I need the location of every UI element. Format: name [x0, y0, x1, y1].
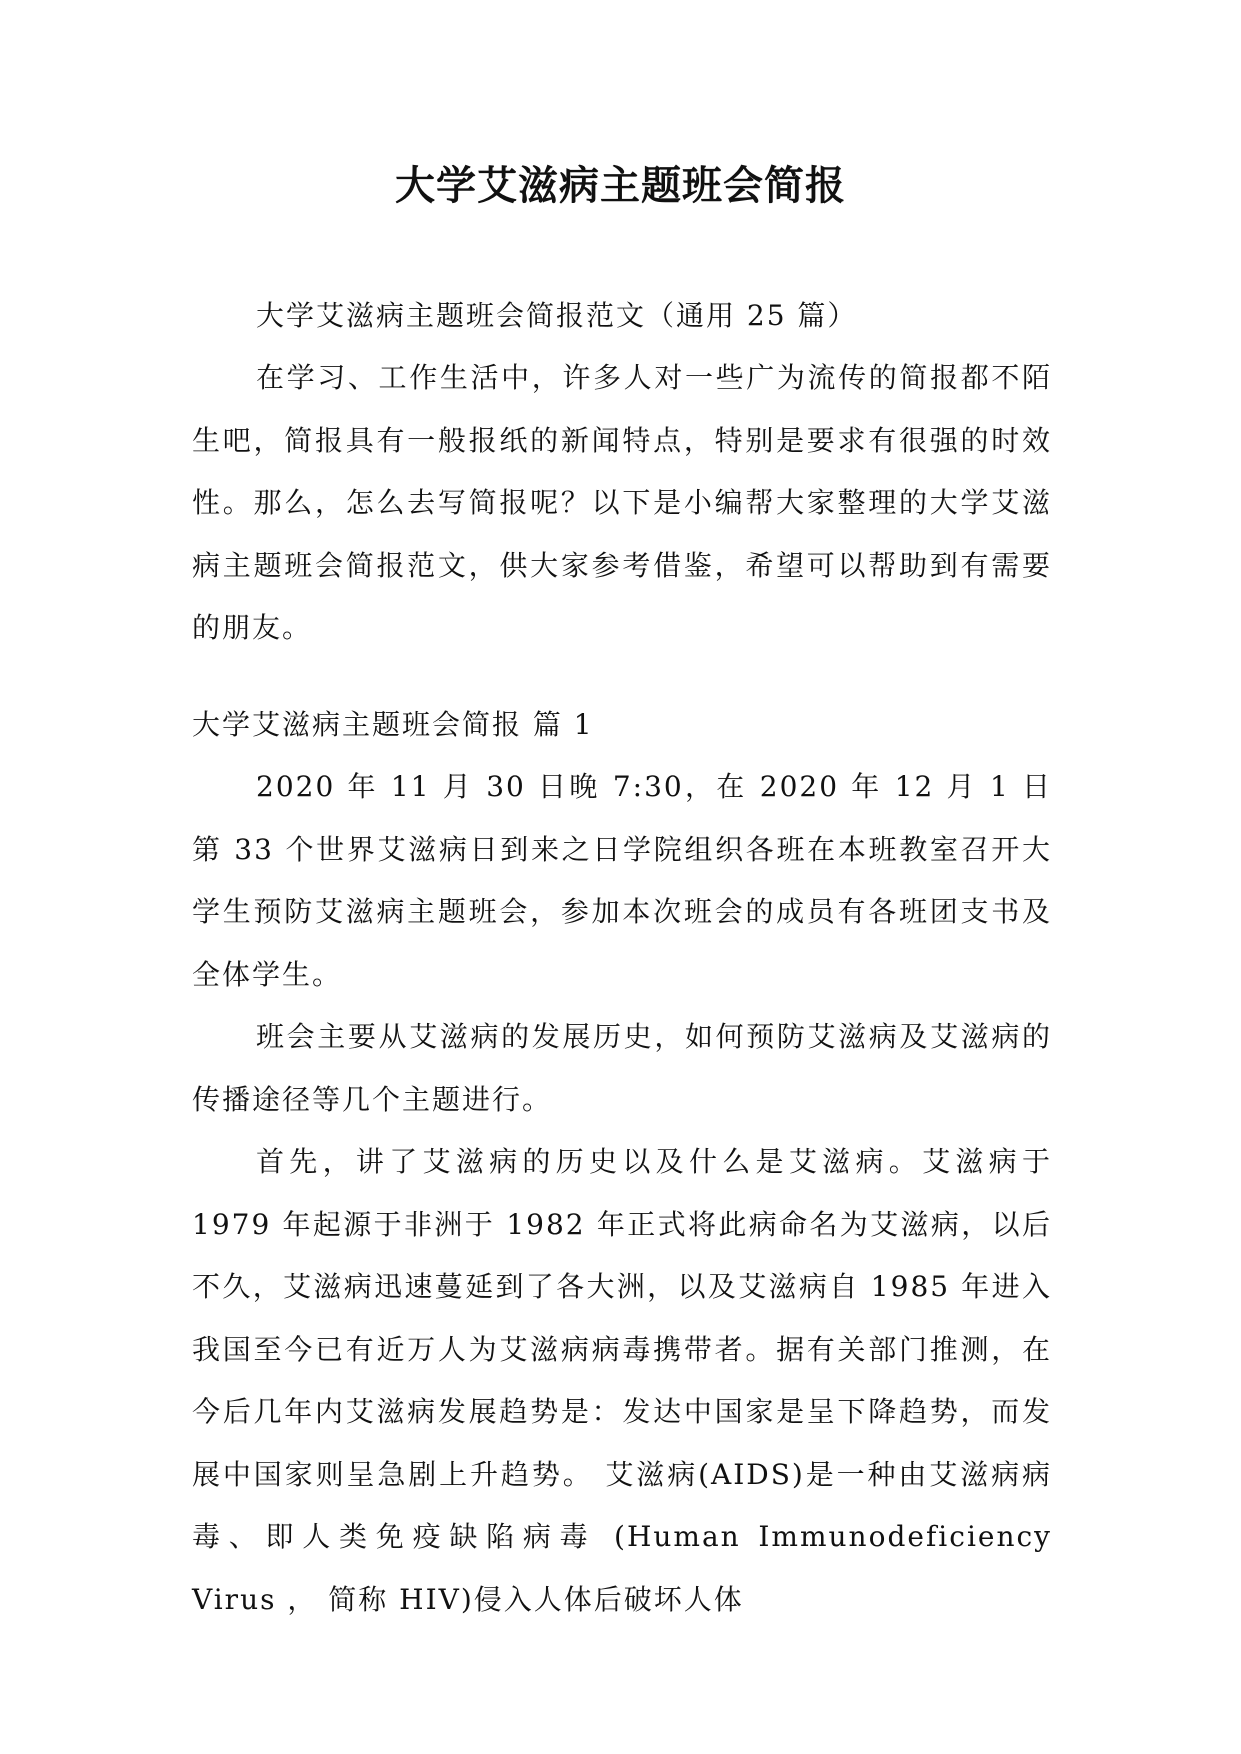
intro-paragraph: 在学习、工作生活中，许多人对一些广为流传的简报都不陌生吧，简报具有一般报纸的新闻特点，特别是要求有很强的时效性。那么，怎么去写简报呢？以下是小编帮大家整理的大学艾滋病主题班会简报范文，供大家参考借鉴，希望可以帮助到有需要的朋友。 [192, 361, 1052, 644]
document-subtitle: 大学艾滋病主题班会简报范文（通用 25 篇） [256, 299, 858, 332]
body-paragraph: 班会主要从艾滋病的发展历史，如何预防艾滋病及艾滋病的传播途径等几个主题进行。 [192, 1020, 1052, 1116]
document-title: 大学艾滋病主题班会简报 [395, 163, 846, 209]
body-paragraph: 首先，讲了艾滋病的历史以及什么是艾滋病。艾滋病于 1979 年起源于非洲于 1982 年正式将此病命名为艾滋病，以后不久，艾滋病迅速蔓延到了各大洲，以及艾滋病自 1985 年进入我国至今已有近万人为艾滋病病毒携带者。据有关部门推测，在今后几年内艾滋病发展趋势是：发达中国家是呈下降趋势，而发展中国家则呈急剧上升趋势。 艾滋病(AIDS)是一种由艾滋病病毒、即人类免疫缺陷病毒 (Human Immunodeficiency Virus ， 简称 HIV)侵入人体后破坏人体 [192, 1145, 1052, 1616]
section-heading: 大学艾滋病主题班会简报 篇 1 [192, 708, 594, 741]
body-paragraph: 2020 年 11 月 30 日晚 7:30，在 2020 年 12 月 1 日第 33 个世界艾滋病日到来之日学院组织各班在本班教室召开大学生预防艾滋病主题班会，参加本次班会的成员有各班团支书及全体学生。 [192, 770, 1052, 991]
section-body [192, 756, 1052, 1631]
